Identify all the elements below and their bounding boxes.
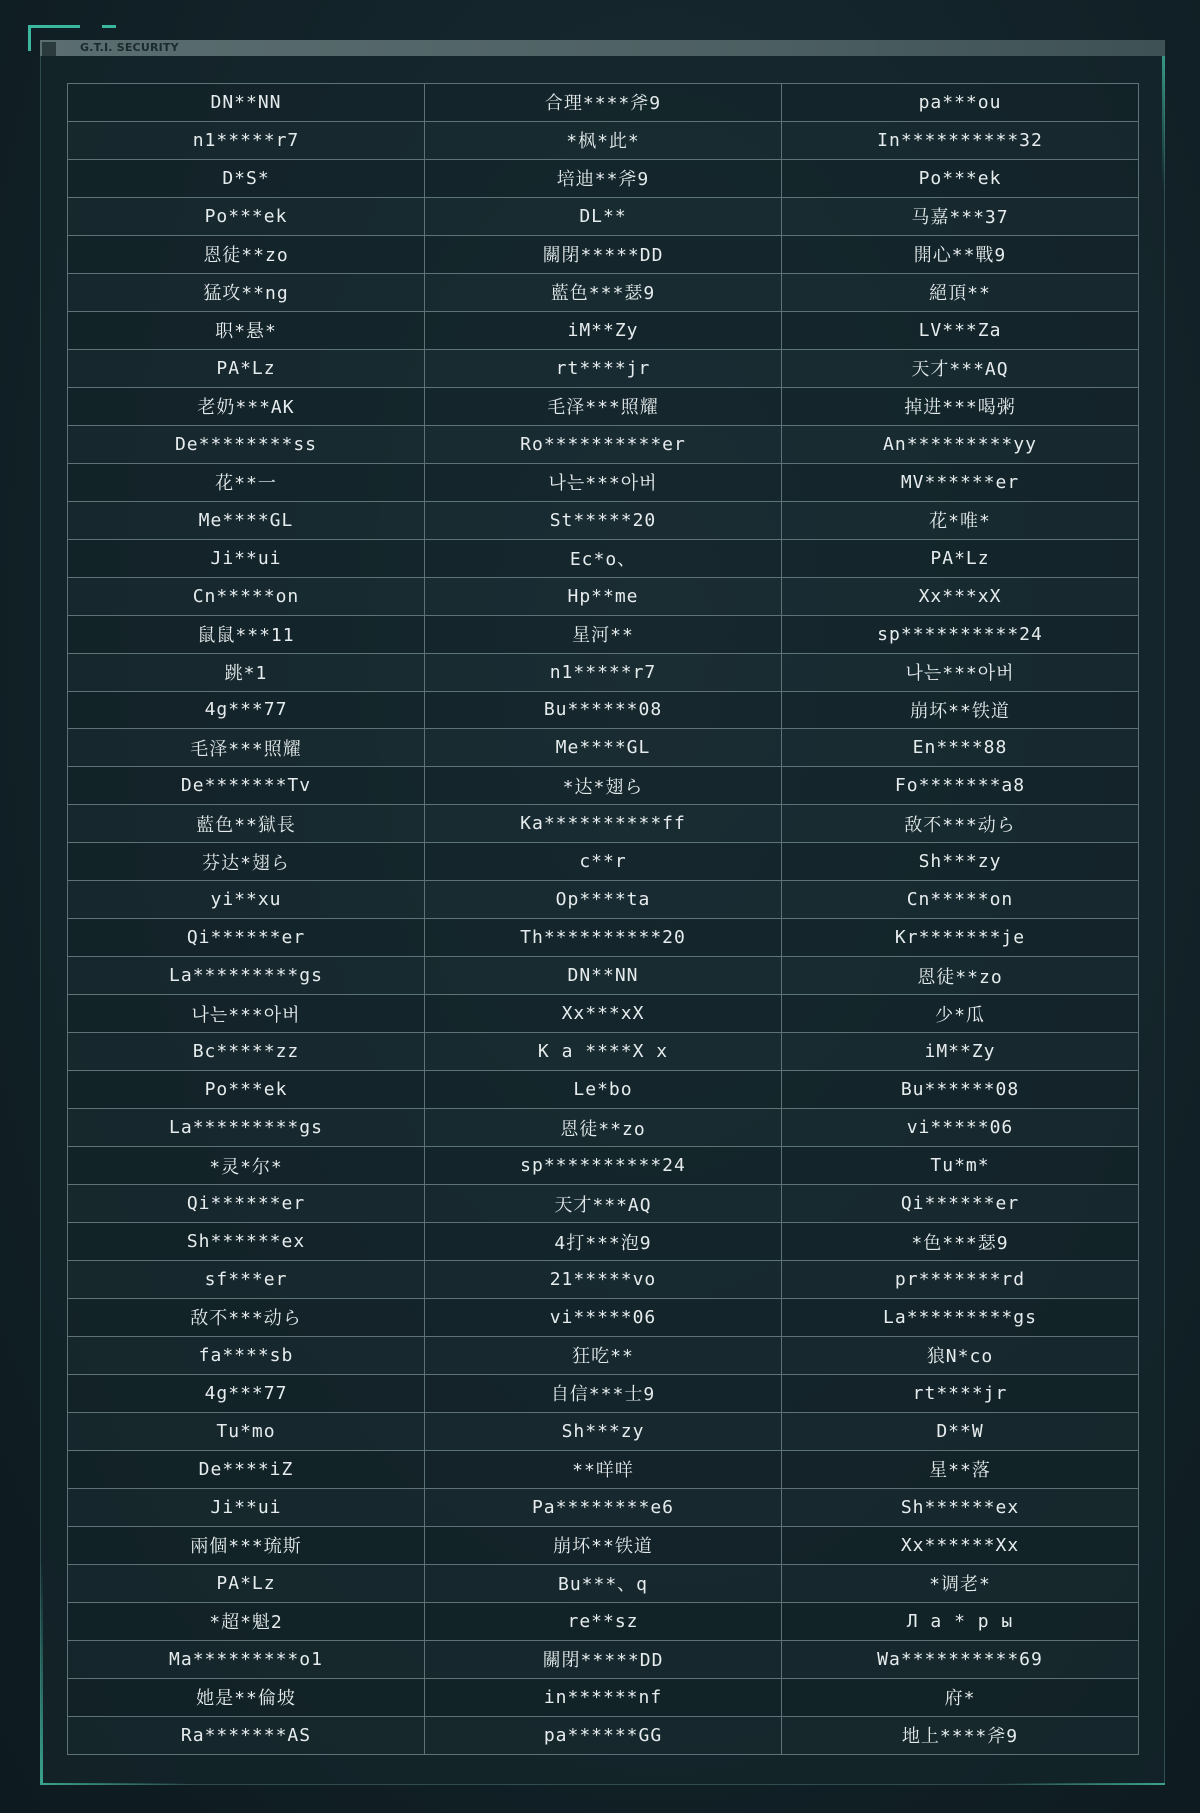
name-cell: 兩個***琉斯 [68,1526,425,1564]
name-cell: 崩坏**铁道 [782,691,1139,729]
table-row [68,881,1139,919]
name-cell: 21*****vo [425,1261,782,1299]
table-row [68,615,1139,653]
name-cell: 4打***泡9 [425,1223,782,1261]
name-cell: *调老* [782,1564,1139,1602]
table-row [68,1336,1139,1374]
name-cell: Pa********e6 [425,1488,782,1526]
player-name-table [67,83,1139,1755]
table-row [68,1602,1139,1640]
name-cell: *色***瑟9 [782,1223,1139,1261]
name-cell: An*********yy [782,425,1139,463]
name-cell: 猛攻**ng [68,273,425,311]
header-square-icon [42,42,56,56]
name-cell: 나는***아버 [68,995,425,1033]
name-cell: La*********gs [68,1109,425,1147]
name-cell: 關閉*****DD [425,1640,782,1678]
name-cell: 培迪**斧9 [425,159,782,197]
name-cell: pa******GG [425,1716,782,1754]
name-cell: Ma*********o1 [68,1640,425,1678]
name-cell: *达*翅ら [425,767,782,805]
name-cell: Ji**ui [68,539,425,577]
table-row [68,1678,1139,1716]
name-cell: iM**Zy [425,311,782,349]
name-cell: Sh******ex [68,1223,425,1261]
table-row [68,1526,1139,1564]
name-cell: 崩坏**铁道 [425,1526,782,1564]
name-cell: In**********32 [782,121,1139,159]
table-row [68,235,1139,273]
table-row [68,1450,1139,1488]
name-cell: 鼠鼠***11 [68,615,425,653]
name-cell: 藍色***瑟9 [425,273,782,311]
name-cell: 나는***아버 [782,653,1139,691]
name-cell: 恩徒**zo [68,235,425,273]
name-cell: 星**落 [782,1450,1139,1488]
name-cell: vi*****06 [425,1299,782,1337]
name-cell: Fo*******a8 [782,767,1139,805]
name-cell: Wa**********69 [782,1640,1139,1678]
name-cell: 自信***士9 [425,1374,782,1412]
table-row [68,1412,1139,1450]
name-cell: re**sz [425,1602,782,1640]
name-cell: Cn*****on [782,881,1139,919]
name-cell: 敌不***动ら [782,805,1139,843]
table-row [68,1640,1139,1678]
name-cell: 4g***77 [68,1374,425,1412]
name-cell: 花*唯* [782,501,1139,539]
name-cell: 地上****斧9 [782,1716,1139,1754]
name-cell: Bu***、q [425,1564,782,1602]
name-cell: MV******er [782,463,1139,501]
name-cell: Cn*****on [68,577,425,615]
name-cell: 藍色**獄長 [68,805,425,843]
name-cell: Qi******er [68,1185,425,1223]
name-cell: 府* [782,1678,1139,1716]
name-cell: Me****GL [425,729,782,767]
name-cell: 4g***77 [68,691,425,729]
table-row [68,729,1139,767]
table-row [68,387,1139,425]
table-row [68,84,1139,122]
name-cell: 天才***AQ [425,1185,782,1223]
name-cell: Po***ek [68,197,425,235]
name-cell: 老奶***AK [68,387,425,425]
name-cell: Ro**********er [425,425,782,463]
name-cell: 恩徒**zo [782,957,1139,995]
panel-title: G.T.I. SECURITY [80,41,179,54]
name-cell: rt****jr [782,1374,1139,1412]
name-cell: DN**NN [425,957,782,995]
table-row [68,653,1139,691]
table-row [68,577,1139,615]
name-cell: Le*bo [425,1071,782,1109]
name-cell: 나는***아버 [425,463,782,501]
name-cell: DN**NN [68,84,425,122]
name-cell: PA*Lz [782,539,1139,577]
name-cell: Ec*o、 [425,539,782,577]
name-cell: Sh******ex [782,1488,1139,1526]
name-cell: 毛泽***照耀 [425,387,782,425]
name-cell: 恩徒**zo [425,1109,782,1147]
name-cell: Xx***xX [782,577,1139,615]
table-row [68,349,1139,387]
name-cell: c**r [425,843,782,881]
name-cell: **咩咩 [425,1450,782,1488]
table-row [68,463,1139,501]
table-row [68,1033,1139,1071]
name-cell: 絕頂** [782,273,1139,311]
name-cell: 少*瓜 [782,995,1139,1033]
corner-accent-top-right [1162,40,1165,190]
name-cell: LV***Za [782,311,1139,349]
name-cell: pr*******rd [782,1261,1139,1299]
name-cell: yi**xu [68,881,425,919]
name-cell: 毛泽***照耀 [68,729,425,767]
name-cell: Tu*mo [68,1412,425,1450]
name-cell: 狼N*co [782,1336,1139,1374]
name-cell: La*********gs [68,957,425,995]
name-cell: *灵*尔* [68,1147,425,1185]
name-cell: 開心**戰9 [782,235,1139,273]
table-row [68,767,1139,805]
name-cell: Л а * р ы [782,1602,1139,1640]
corner-accent-bottom-left-horizontal [40,1783,190,1785]
name-cell: DL** [425,197,782,235]
name-cell: sf***er [68,1261,425,1299]
name-cell: Bu******08 [425,691,782,729]
name-cell: Ji**ui [68,1488,425,1526]
table-row [68,1564,1139,1602]
name-cell: Xx******Xx [782,1526,1139,1564]
table-row [68,1071,1139,1109]
name-cell: Tu*m* [782,1147,1139,1185]
name-cell: De****iZ [68,1450,425,1488]
table-row [68,425,1139,463]
name-cell: 马嘉***37 [782,197,1139,235]
name-cell: Qi******er [782,1185,1139,1223]
table-row [68,1374,1139,1412]
table-row [68,843,1139,881]
name-cell: Op****ta [425,881,782,919]
name-cell: K a ****X x [425,1033,782,1071]
name-cell: 關閉*****DD [425,235,782,273]
table-row [68,995,1139,1033]
table-row [68,1109,1139,1147]
corner-accent-bottom-left [40,1560,43,1785]
name-cell: Kr*******je [782,919,1139,957]
name-cell: *枫*此* [425,121,782,159]
name-cell: 掉进***喝粥 [782,387,1139,425]
name-cell: 职*悬* [68,311,425,349]
name-cell: Sh***zy [425,1412,782,1450]
corner-accent-top-left [28,25,80,28]
name-cell: in******nf [425,1678,782,1716]
table-row [68,1261,1139,1299]
name-cell: 跳*1 [68,653,425,691]
corner-accent-top-left-vertical [28,25,31,51]
name-cell: Po***ek [68,1071,425,1109]
table-body [68,84,1139,1755]
corner-accent-dash [102,25,116,28]
name-cell: 狂吃** [425,1336,782,1374]
table-row [68,273,1139,311]
corner-accent-bottom-right [1000,1783,1165,1785]
name-cell: sp**********24 [782,615,1139,653]
name-cell: D**W [782,1412,1139,1450]
name-cell: *超*魁2 [68,1602,425,1640]
name-cell: Ka**********ff [425,805,782,843]
name-cell: 天才***AQ [782,349,1139,387]
name-cell: 星河** [425,615,782,653]
panel-header-bar [40,40,1165,56]
name-cell: De*******Tv [68,767,425,805]
name-cell: pa***ou [782,84,1139,122]
name-cell: Th**********20 [425,919,782,957]
name-cell: Bu******08 [782,1071,1139,1109]
name-cell: Sh***zy [782,843,1139,881]
name-cell: Me****GL [68,501,425,539]
table-row [68,1716,1139,1754]
name-cell: PA*Lz [68,1564,425,1602]
table-row [68,501,1139,539]
name-cell: PA*Lz [68,349,425,387]
table-row [68,1185,1139,1223]
name-cell: vi*****06 [782,1109,1139,1147]
table-row [68,1147,1139,1185]
name-cell: Po***ek [782,159,1139,197]
name-cell: D*S* [68,159,425,197]
name-cell: St*****20 [425,501,782,539]
table-row [68,691,1139,729]
name-cell: Ra*******AS [68,1716,425,1754]
table-row [68,1299,1139,1337]
table-row [68,159,1139,197]
name-cell: 敌不***动ら [68,1299,425,1337]
name-cell: La*********gs [782,1299,1139,1337]
table-row [68,805,1139,843]
name-cell: n1*****r7 [425,653,782,691]
table-row [68,121,1139,159]
name-cell: 她是**倫坡 [68,1678,425,1716]
name-cell: Qi******er [68,919,425,957]
name-cell: fa****sb [68,1336,425,1374]
name-cell: rt****jr [425,349,782,387]
table-row [68,919,1139,957]
name-cell: Bc*****zz [68,1033,425,1071]
name-cell: 合理****斧9 [425,84,782,122]
name-cell: 花**一 [68,463,425,501]
name-cell: n1*****r7 [68,121,425,159]
name-cell: De********ss [68,425,425,463]
name-cell: En****88 [782,729,1139,767]
table-row [68,197,1139,235]
name-cell: Xx***xX [425,995,782,1033]
table-row [68,539,1139,577]
table-row [68,957,1139,995]
name-cell: sp**********24 [425,1147,782,1185]
table-row [68,311,1139,349]
name-cell: 芬达*翅ら [68,843,425,881]
table-row [68,1488,1139,1526]
name-cell: Hp**me [425,577,782,615]
table-row [68,1223,1139,1261]
name-cell: iM**Zy [782,1033,1139,1071]
